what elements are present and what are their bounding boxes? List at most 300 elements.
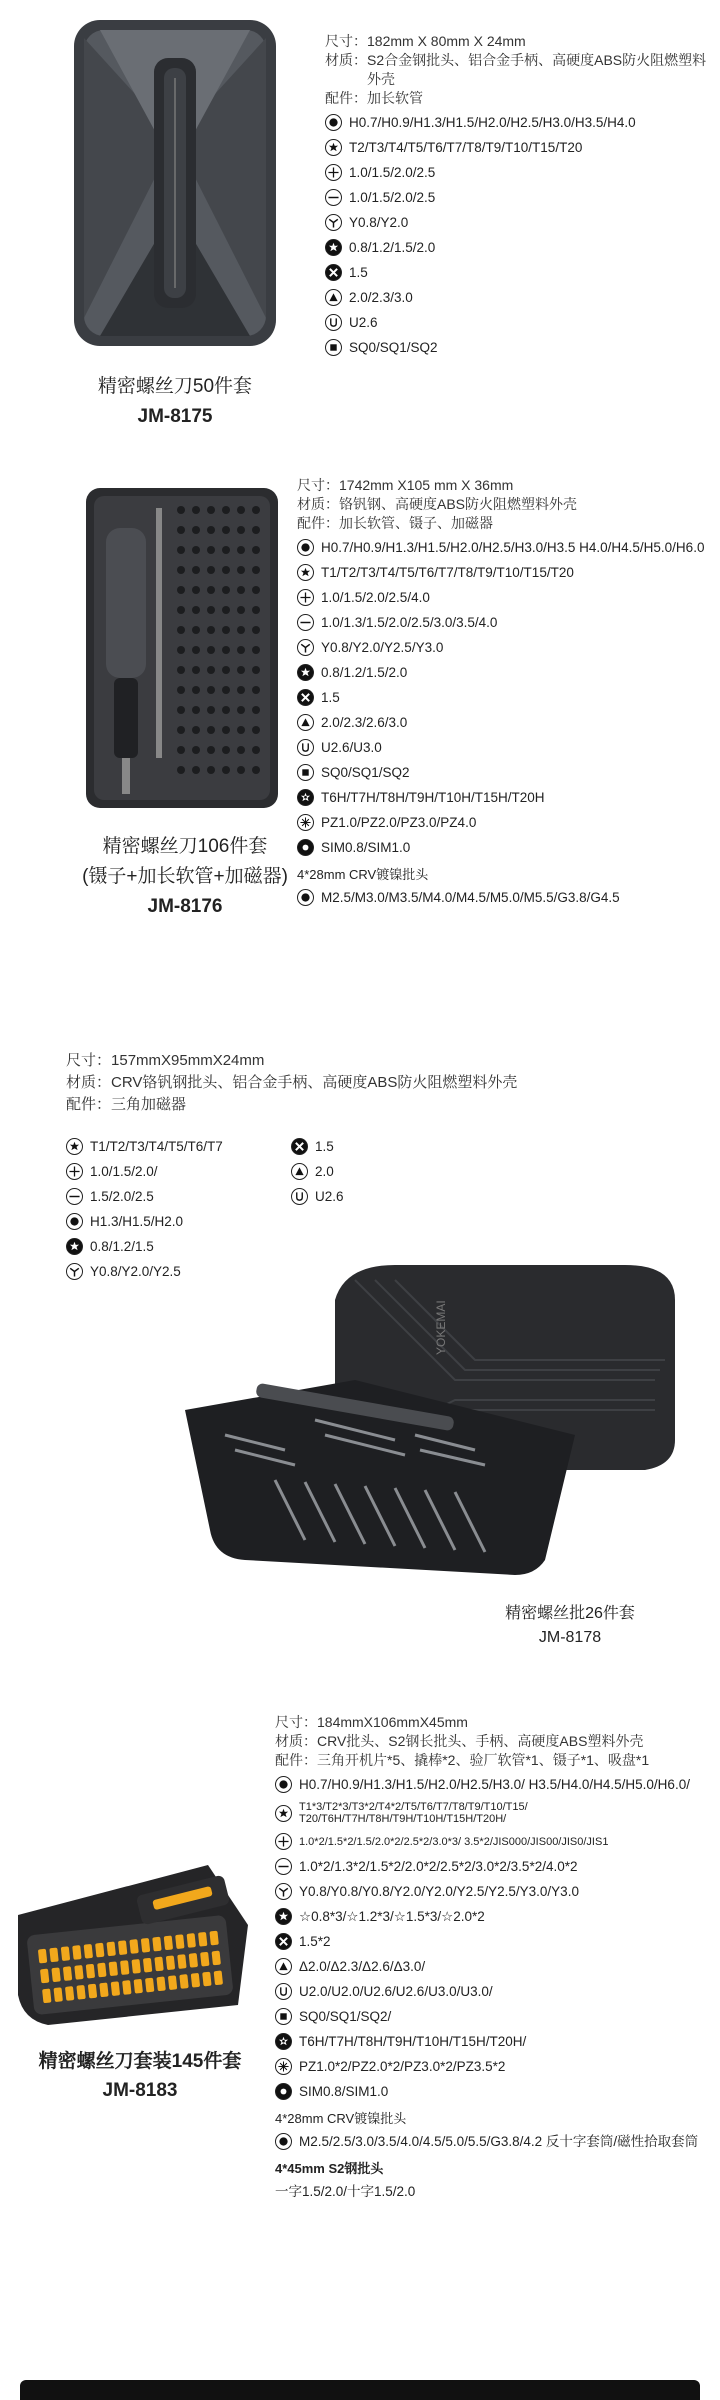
- bit-slot: [237, 646, 245, 654]
- bit-holder: [42, 1988, 51, 2003]
- bit-slot: [207, 606, 215, 614]
- sim-ring-icon: [275, 2083, 292, 2100]
- spec-key: 材质：: [325, 52, 367, 68]
- bit-slot: [252, 666, 260, 674]
- bit-holder: [72, 1945, 81, 1960]
- bit-sizes: M2.5/2.5/3.0/3.5/4.0/4.5/5.0/5.5/G3.8/4.2 反十字套筒/磁性拾取套筒: [299, 2133, 699, 2149]
- bit-sizes: Y0.8/Y0.8/Y0.8/Y2.0/Y2.0/Y2.5/Y2.5/Y3.0/Y3.0: [299, 1883, 579, 1899]
- spec-panel: [275, 1713, 713, 2201]
- spec-value: 184mmX106mmX45mm: [317, 1714, 468, 1730]
- product-name: 精密螺丝刀套装145件套: [38, 2051, 242, 2072]
- bit-slot: [207, 726, 215, 734]
- bit-sizes: 2.0/2.3/3.0: [349, 289, 413, 305]
- bit-holder: [166, 1955, 175, 1970]
- bit-row: [291, 1188, 411, 1205]
- spec-row: [325, 32, 710, 51]
- spec-value: CRV铬钒钢批头、铝合金手柄、高硬度ABS防火阻燃塑料外壳: [111, 1074, 518, 1091]
- bit-row: [297, 739, 712, 756]
- spec-row: [275, 1751, 713, 1770]
- spec-value: 182mm X 80mm X 24mm: [367, 33, 526, 49]
- bit-holder: [141, 1938, 150, 1953]
- u-shape-icon: [325, 314, 342, 331]
- bit-row: [325, 239, 710, 256]
- bit-slot: [252, 686, 260, 694]
- bit-holder: [179, 1974, 188, 1989]
- tri-wing-y-icon: [275, 1883, 292, 1900]
- bit-holder: [63, 1966, 72, 1981]
- bit-holder: [118, 1940, 127, 1955]
- bit-sizes: 2.0/2.3/2.6/3.0: [321, 714, 408, 730]
- tool-case-image: [8, 1855, 256, 2030]
- bit-holder: [95, 1943, 104, 1958]
- bit-sizes: SQ0/SQ1/SQ2: [349, 339, 438, 355]
- bit-slot: [177, 526, 185, 534]
- spec-value: 三角开机片*5、撬棒*2、验厂软管*1、镊子*1、吸盘*1: [317, 1752, 650, 1768]
- bit-slot: [207, 646, 215, 654]
- bit-sizes: 1.5: [315, 1138, 334, 1154]
- bit-slot: [192, 626, 200, 634]
- bit-slot: [222, 646, 230, 654]
- product-caption: [60, 832, 310, 922]
- bit-slot: [177, 626, 185, 634]
- bit-sizes: H0.7/H0.9/H1.3/H1.5/H2.0/H2.5/H3.0/H3.5 H4.0/H4.5/H5.0/H6.0: [321, 539, 705, 555]
- bit-note-s2: 4*45mm S2钢批头: [275, 2161, 384, 2176]
- bit-sizes: Y0.8/Y2.0: [349, 214, 409, 230]
- bit-slot: [192, 586, 200, 594]
- bit-slot: [192, 706, 200, 714]
- bit-holder: [145, 1978, 154, 1993]
- bit-row: [275, 1958, 713, 1975]
- square-icon: [297, 764, 314, 781]
- bit-row: [275, 1883, 713, 1900]
- bit-slot: [207, 626, 215, 634]
- bit-slot: [207, 746, 215, 754]
- bit-slot: [237, 546, 245, 554]
- bit-slot: [192, 666, 200, 674]
- bit-slot: [222, 566, 230, 574]
- bit-slot: [222, 626, 230, 634]
- bit-sizes: 1.0*2/1.3*2/1.5*2/2.0*2/2.5*2/3.0*2/3.5*2/4.0*2: [299, 1858, 578, 1874]
- bit-sizes: T1*3/T2*3/T3*2/T4*2/T5/T6/T7/T8/T9/T10/T15/ T20/T6H/T7H/T8H/T9H/T10H/T15H/T20H/: [299, 1801, 528, 1825]
- bit-sizes: 0.8/1.2/1.5/2.0: [349, 239, 436, 255]
- bit-holder: [49, 1948, 58, 1963]
- square-icon: [275, 2008, 292, 2025]
- product-model: JM-8178: [538, 1629, 602, 1646]
- triangle-icon: [325, 289, 342, 306]
- bit-row: [297, 764, 712, 781]
- spec-meta: [325, 32, 710, 108]
- product-caption: [10, 2047, 270, 2105]
- slotted-minus-icon: [66, 1188, 83, 1205]
- bit-holder: [61, 1946, 70, 1961]
- bit-sizes: U2.0/U2.0/U2.6/U2.6/U3.0/U3.0/: [299, 1983, 493, 1999]
- bit-sizes: 1.5: [321, 689, 340, 705]
- tool-case-image: [86, 488, 278, 808]
- bit-sizes: 1.0*2/1.5*2/1.5/2.0*2/2.5*2/3.0*3/ 3.5*2/JIS000/JIS00/JIS0/JIS1: [299, 1835, 609, 1848]
- bit-sizes: 1.0/1.5/2.0/2.5: [349, 164, 436, 180]
- four-wing-icon: [325, 264, 342, 281]
- pentalobe-star-icon: [66, 1238, 83, 1255]
- spec-key: 材质：: [297, 496, 339, 512]
- bit-sizes: SQ0/SQ1/SQ2: [321, 764, 410, 780]
- bit-slot: [222, 606, 230, 614]
- bit-row: [297, 839, 712, 856]
- bit-sizes: T1/T2/T3/T4/T5/T6/T7/T8/T9/T10/T15/T20: [321, 564, 574, 580]
- spec-row: [297, 476, 712, 495]
- bit-slot: [177, 606, 185, 614]
- product-jm-8176: [0, 450, 720, 1010]
- spec-value: 加长软管: [367, 90, 423, 106]
- spec-panel: [297, 476, 712, 914]
- bit-slot: [252, 606, 260, 614]
- spec-row: [297, 514, 712, 533]
- hex-dot-icon: [275, 1776, 292, 1793]
- bit-row: [275, 1908, 713, 1925]
- bit-row: [66, 1188, 291, 1205]
- bit-sizes: PZ1.0/PZ2.0/PZ3.0/PZ4.0: [321, 814, 477, 830]
- bit-sizes: ☆0.8*3/☆1.2*3/☆1.5*3/☆2.0*2: [299, 1908, 485, 1924]
- bit-row: [275, 2083, 713, 2100]
- bit-sizes: H0.7/H0.9/H1.3/H1.5/H2.0/H2.5/H3.0/ H3.5/H4.0/H4.5/H5.0/H6.0/: [299, 1776, 690, 1792]
- bit-holder: [40, 1969, 49, 1984]
- slotted-minus-icon: [275, 1858, 292, 1875]
- tri-wing-y-icon: [297, 639, 314, 656]
- product-caption: [60, 372, 290, 432]
- bit-holder: [86, 1964, 95, 1979]
- bit-holder: [143, 1958, 152, 1973]
- spec-key: 配件：: [66, 1096, 112, 1113]
- bit-sizes: Δ2.0/Δ2.3/Δ2.6/Δ3.0/: [299, 1958, 426, 1974]
- bit-holder: [134, 1979, 143, 1994]
- bit-slot: [237, 746, 245, 754]
- triangle-icon: [291, 1163, 308, 1180]
- bit-sizes: 1.0/1.5/2.0/2.5: [349, 189, 436, 205]
- sim-ring-icon: [297, 839, 314, 856]
- bit-slot: [207, 546, 215, 554]
- spec-row: [66, 1094, 686, 1116]
- bit-slot: [237, 726, 245, 734]
- hex-dot-icon: [325, 114, 342, 131]
- bit-slot: [252, 646, 260, 654]
- bit-slot: [222, 746, 230, 754]
- spec-key: 材质：: [275, 1733, 317, 1749]
- bit-row: [275, 2058, 713, 2075]
- bit-slot: [192, 606, 200, 614]
- bit-row: [325, 189, 710, 206]
- bit-slot: [177, 746, 185, 754]
- triangle-icon: [297, 714, 314, 731]
- bit-list: [325, 114, 710, 356]
- bit-note: 4*28mm CRV镀镍批头: [275, 2111, 407, 2126]
- bit-row: [297, 889, 712, 906]
- triangle-icon: [275, 1958, 292, 1975]
- bit-holder: [212, 1951, 221, 1966]
- product-jm-8178: [0, 1030, 720, 1670]
- hex-dot-icon: [66, 1213, 83, 1230]
- product-model: JM-8183: [102, 2080, 178, 2101]
- spec-key: 配件：: [325, 90, 367, 106]
- spec-meta: [275, 1713, 713, 1770]
- bit-sizes: H1.3/H1.5/H2.0: [90, 1213, 184, 1229]
- bit-slot: [222, 686, 230, 694]
- four-wing-icon: [275, 1933, 292, 1950]
- bit-sizes: U2.6: [315, 1188, 344, 1204]
- bit-row: [66, 1238, 291, 1255]
- bit-sizes: 0.8/1.2/1.5/2.0: [321, 664, 408, 680]
- bit-list: [275, 1776, 713, 2100]
- bit-holder: [191, 1973, 200, 1988]
- hex-dot-icon: [275, 2133, 292, 2150]
- bit-slot: [222, 666, 230, 674]
- bit-sizes: 0.8/1.2/1.5: [90, 1238, 154, 1254]
- torx-star-icon: [275, 1805, 292, 1822]
- bit-holder: [198, 1932, 207, 1947]
- slotted-minus-icon: [297, 614, 314, 631]
- bit-slot: [192, 506, 200, 514]
- bit-slot: [237, 586, 245, 594]
- pozidriv-icon: [297, 814, 314, 831]
- product-caption: [470, 1602, 670, 1650]
- bit-slot: [237, 686, 245, 694]
- product-jm-8183: [0, 1685, 720, 2345]
- bit-holder: [164, 1935, 173, 1950]
- bit-sizes: SIM0.8/SIM1.0: [321, 839, 411, 855]
- bit-holder: [65, 1986, 74, 2001]
- bit-slot: [192, 686, 200, 694]
- bit-slot: [177, 566, 185, 574]
- bit-holder: [168, 1975, 177, 1990]
- bit-row: [325, 289, 710, 306]
- bit-slot: [237, 506, 245, 514]
- bit-slot: [192, 766, 200, 774]
- torx-star-icon: [66, 1138, 83, 1155]
- product-jm-8175: [0, 0, 720, 427]
- bit-row: [297, 589, 712, 606]
- bit-sizes: 1.5/2.0/2.5: [90, 1188, 154, 1204]
- bit-holder: [120, 1960, 129, 1975]
- bit-row: [275, 1983, 713, 2000]
- bit-slot: [177, 666, 185, 674]
- phillips-cross-icon: [275, 1833, 292, 1850]
- footer-bar: [20, 2380, 700, 2400]
- spec-value: 三角加磁器: [111, 1096, 187, 1113]
- bit-slot: [237, 626, 245, 634]
- bit-list: [297, 539, 712, 856]
- spec-row: [66, 1050, 686, 1072]
- bit-holder: [111, 1981, 120, 1996]
- bit-row: [275, 2133, 713, 2150]
- pentalobe-star-icon: [275, 1908, 292, 1925]
- bit-holder: [99, 1982, 108, 1997]
- product-name: 精密螺丝刀50件套: [97, 376, 253, 397]
- bit-holder: [156, 1976, 165, 1991]
- torx-hole-icon: [297, 789, 314, 806]
- bit-sizes: M2.5/M3.0/M3.5/M4.0/M4.5/M5.0/M5.5/G3.8/G4.5: [321, 889, 620, 905]
- spec-key: 尺寸：: [275, 1714, 317, 1730]
- bit-sizes: 1.0/1.3/1.5/2.0/2.5/3.0/3.5/4.0: [321, 614, 498, 630]
- bit-slot: [252, 566, 260, 574]
- bit-holder: [214, 1970, 223, 1985]
- bit-slot: [222, 706, 230, 714]
- spec-key: 材质：: [66, 1074, 112, 1091]
- spec-key: 配件：: [275, 1752, 317, 1768]
- bit-sizes: 1.0/1.5/2.0/2.5/4.0: [321, 589, 430, 605]
- bit-row: [297, 814, 712, 831]
- spec-value: 157mmX95mmX24mm: [111, 1052, 265, 1069]
- spec-row: [325, 89, 710, 108]
- bit-slot: [252, 626, 260, 634]
- spec-row: [66, 1072, 686, 1094]
- bit-slot: [192, 646, 200, 654]
- torx-star-icon: [297, 564, 314, 581]
- bit-slot: [207, 686, 215, 694]
- bit-sizes: 1.0/1.5/2.0/: [90, 1163, 158, 1179]
- bit-holder: [200, 1952, 209, 1967]
- bit-row: [275, 1833, 713, 1850]
- bit-slot: [177, 706, 185, 714]
- bit-holder: [152, 1937, 161, 1952]
- bit-row: [325, 314, 710, 331]
- bit-row: [275, 2008, 713, 2025]
- spec-value: CRV批头、S2钢长批头、手柄、高硬度ABS塑料外壳: [317, 1733, 644, 1749]
- hex-dot-icon: [297, 889, 314, 906]
- bit-slot: [177, 686, 185, 694]
- spec-panel: [66, 1050, 686, 1288]
- bit-slot: [222, 506, 230, 514]
- bit-slot: [177, 586, 185, 594]
- bit-slot: [237, 666, 245, 674]
- bit-row: [297, 639, 712, 656]
- bit-slot: [222, 546, 230, 554]
- bit-row: [297, 614, 712, 631]
- bit-sizes: H0.7/H0.9/H1.3/H1.5/H2.0/H2.5/H3.0/H3.5/H4.0: [349, 114, 636, 130]
- bit-slot: [252, 546, 260, 554]
- spec-key: 配件：: [297, 515, 339, 531]
- product-model: JM-8175: [137, 406, 213, 427]
- bit-row: [66, 1163, 291, 1180]
- bit-sizes: Y0.8/Y2.0/Y2.5: [90, 1263, 181, 1279]
- bit-holder: [209, 1931, 218, 1946]
- bit-slot: [192, 546, 200, 554]
- spec-panel: [325, 32, 710, 364]
- pozidriv-icon: [275, 2058, 292, 2075]
- product-name: 精密螺丝批26件套: [505, 1605, 635, 1622]
- torx-hole-icon: [275, 2033, 292, 2050]
- bit-slot: [252, 746, 260, 754]
- bit-holder: [202, 1972, 211, 1987]
- product-accessories-caption: (镊子+加长软管+加磁器): [82, 866, 288, 887]
- spec-key: 尺寸：: [66, 1052, 112, 1069]
- product-model: JM-8176: [147, 896, 223, 917]
- tool-case-image: [70, 18, 280, 348]
- bit-sizes: T2/T3/T4/T5/T6/T7/T8/T9/T10/T15/T20: [349, 139, 583, 155]
- bit-slot: [237, 606, 245, 614]
- bit-holder: [84, 1944, 93, 1959]
- bit-slot: [252, 586, 260, 594]
- bit-holder: [97, 1963, 106, 1978]
- bit-row: [66, 1213, 291, 1230]
- bit-holder: [107, 1941, 116, 1956]
- bit-holder: [177, 1954, 186, 1969]
- four-wing-icon: [297, 689, 314, 706]
- bit-sizes: 2.0: [315, 1163, 334, 1179]
- phillips-cross-icon: [66, 1163, 83, 1180]
- spec-value: 铬钒钢、高硬度ABS防火阻燃塑料外壳: [339, 496, 578, 512]
- pentalobe-star-icon: [297, 664, 314, 681]
- bit-holder: [175, 1934, 184, 1949]
- bit-row: [297, 689, 712, 706]
- spec-row: [325, 51, 710, 89]
- bit-holder: [122, 1980, 131, 1995]
- spec-value: S2合金钢批头、铝合金手柄、高硬度ABS防火阻燃塑料外壳: [367, 52, 707, 87]
- tri-wing-y-icon: [66, 1263, 83, 1280]
- bit-slot: [252, 726, 260, 734]
- bit-slot: [222, 766, 230, 774]
- bit-row: [275, 1858, 713, 1875]
- spec-row: [275, 1713, 713, 1732]
- bit-row: [275, 1801, 713, 1825]
- slotted-minus-icon: [325, 189, 342, 206]
- spec-key: 尺寸：: [297, 477, 339, 493]
- extra-bit-list: [275, 2133, 713, 2150]
- bit-note: 4*28mm CRV镀镍批头: [297, 867, 429, 882]
- spec-row: [297, 495, 712, 514]
- s2-bit-sizes: 一字1.5/2.0/十字1.5/2.0: [275, 2184, 416, 2199]
- spec-row: [275, 1732, 713, 1751]
- spec-meta: [66, 1050, 686, 1116]
- bit-slot: [237, 566, 245, 574]
- bit-holder: [38, 1949, 47, 1964]
- bit-slot: [207, 706, 215, 714]
- bit-row: [275, 1776, 713, 1793]
- bit-slot: [177, 726, 185, 734]
- square-icon: [325, 339, 342, 356]
- u-shape-icon: [291, 1188, 308, 1205]
- bit-holder: [109, 1961, 118, 1976]
- bit-row: [325, 339, 710, 356]
- bit-slot: [207, 506, 215, 514]
- bit-slot: [177, 646, 185, 654]
- bit-slot: [207, 566, 215, 574]
- spec-value: 1742mm X105 mm X 36mm: [339, 477, 514, 493]
- bit-slot: [237, 706, 245, 714]
- bit-slot: [237, 526, 245, 534]
- bit-sizes: U2.6/U3.0: [321, 739, 382, 755]
- bit-row: [325, 214, 710, 231]
- bit-row: [275, 1933, 713, 1950]
- tri-wing-y-icon: [325, 214, 342, 231]
- phillips-cross-icon: [297, 589, 314, 606]
- spec-value: 加长软管、镊子、加磁器: [339, 515, 493, 531]
- bit-row: [325, 114, 710, 131]
- bit-slot: [192, 746, 200, 754]
- bit-holder: [88, 1984, 97, 1999]
- bit-sizes: 1.5*2: [299, 1933, 331, 1949]
- bit-slot: [207, 666, 215, 674]
- svg-text:YOKEMAI: YOKEMAI: [434, 1300, 448, 1355]
- bit-sizes: SQ0/SQ1/SQ2/: [299, 2008, 392, 2024]
- bit-holder: [53, 1987, 62, 2002]
- u-shape-icon: [297, 739, 314, 756]
- bit-holder: [129, 1939, 138, 1954]
- bit-slot: [222, 526, 230, 534]
- bit-row: [297, 539, 712, 556]
- pentalobe-star-icon: [325, 239, 342, 256]
- bit-slot: [192, 566, 200, 574]
- extra-bit-list: [297, 889, 712, 906]
- bit-row: [297, 664, 712, 681]
- bit-row: [297, 564, 712, 581]
